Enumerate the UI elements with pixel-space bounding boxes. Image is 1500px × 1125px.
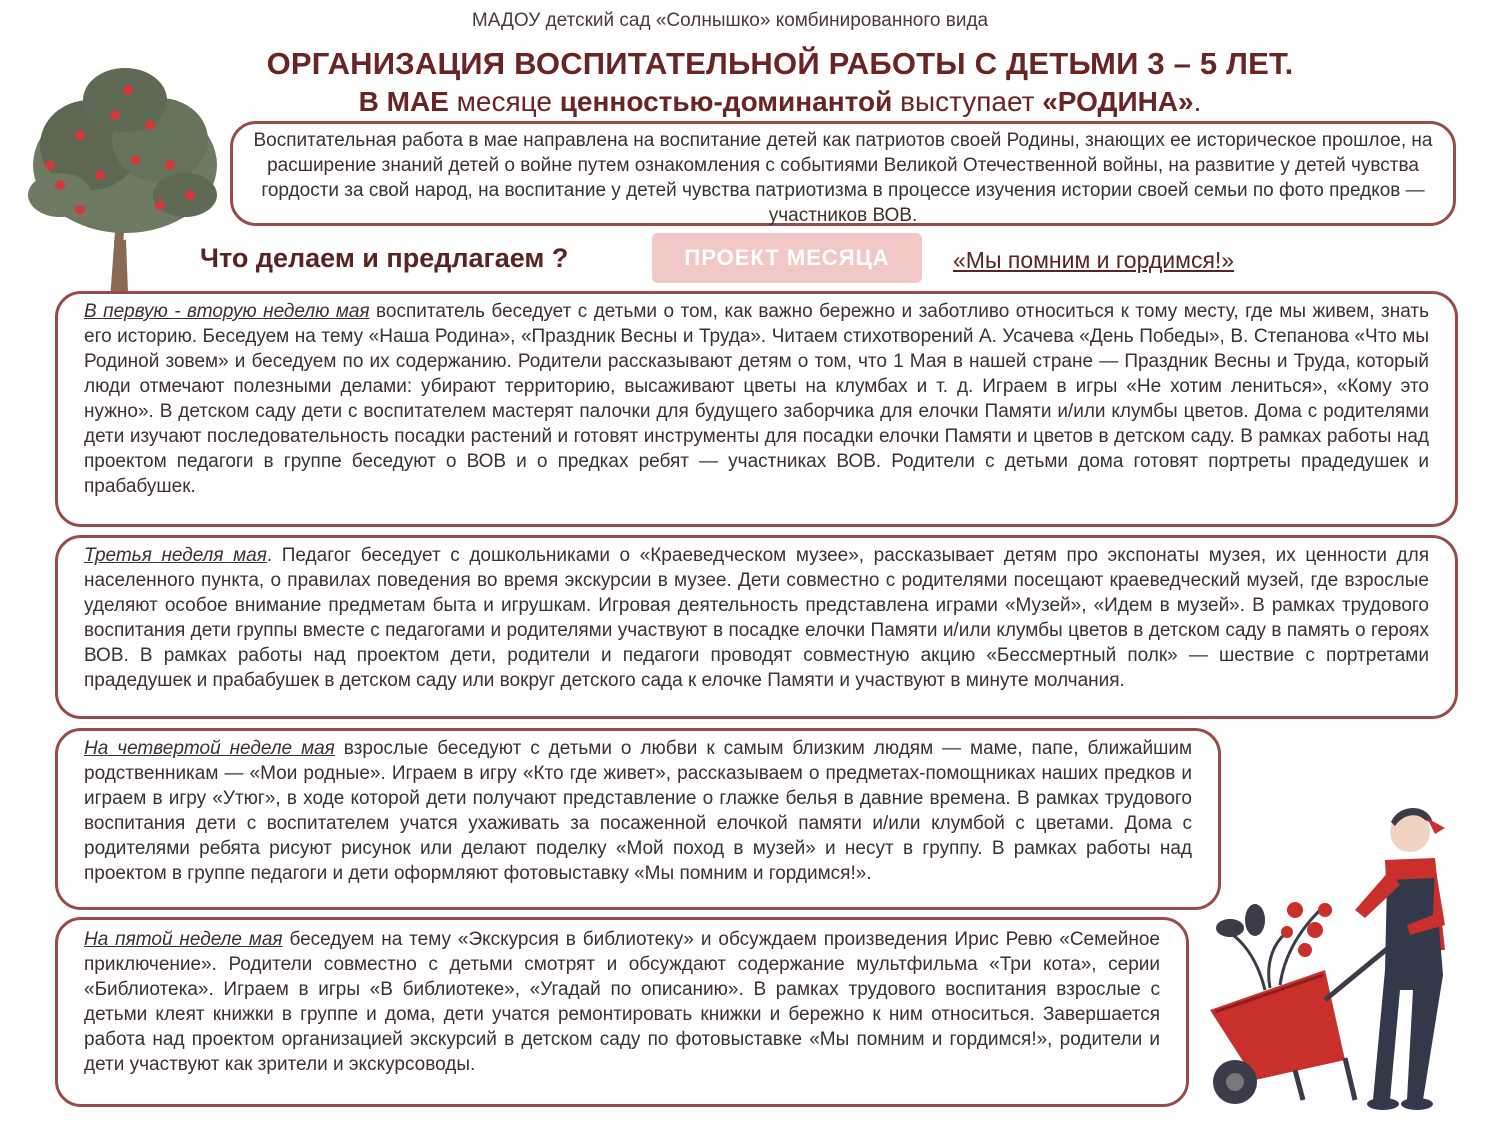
week-text: . Педагог беседует с дошкольниками о «Краеведческом музее», рассказывает детям про экспонаты музея, их ценности для населенного пункта, о правилах поведения во время экскурсии в музее. Дети совместно с родителями посещают краеведческий музей, где взрослые уделяют особое внимание предметам быта и игрушкам. Игровая деятельность представлена играми «Музей», «Идем в музей». В рамках трудового воспитания дети группы вместе с педагогами и родителями участвуют в посадке елочки Памяти и/или клумбы цветов в детском саду в память о героях ВОВ. В рамках работы над проектом дети, родители и педагоги проводят совместную акцию «Бессмертный полк» — шествие с портретами прадедушек и прабабушек в детском саду или вокруг детского сада к елочке Памяти и участвуют в минуте молчания. xyxy=(84,545,1430,691)
week-lead: На пятой неделе мая xyxy=(84,929,283,950)
week-lead: Третья неделя мая xyxy=(84,545,267,566)
subtitle-month: В МАЕ xyxy=(358,86,449,117)
page-subtitle xyxy=(0,86,1500,118)
subtitle-text-2: выступает xyxy=(892,86,1043,117)
gardener-illustration xyxy=(1195,800,1495,1120)
project-of-month-button[interactable]: ПРОЕКТ МЕСЯЦА xyxy=(652,233,922,283)
subtitle-value: «РОДИНА» xyxy=(1042,86,1194,117)
week-4-box xyxy=(55,728,1221,910)
week-text: воспитатель беседует с детьми о том, как важно бережно и заботливо относиться к тому месту, где мы живем, знать его историю. Беседуем на тему «Наша Родина», «Праздник Весны и Труда». Читаем стихотворений А. Усачева «День Победы», В. Степанова «Что мы Родиной зовем» и беседуем по их содержанию. Родители рассказывают детям о том, что 1 Мая в нашей стране — Праздник Весны и Труда, который люди отмечают полезными делами: убирают территорию, высаживают цветы на клумбах и т. д. Играем в игры «Не хотим лениться», «Кому это нужно». В детском саду дети с воспитателем мастерят палочки для будущего заборчика для елочки Памяти и/или клумбы цветов. Дома с родителями дети изучают последовательность посадки растений и готовят инструменты для посадки елочки Памяти и цветов в детском саду. В рамках работы над проектом педагоги в группе беседуют о ВОВ и о предках ребят — участниках ВОВ. Родители с детьми дома готовят портреты прадедушек и прабабушек. xyxy=(84,301,1429,497)
week-text: беседуем на тему «Экскурсия в библиотеку» и обсуждаем произведения Ирис Ревю «Семейное приключение». Родители совместно с детьми смотрят и обсуждают содержание мультфильма «Три кота», серии «Библиотека». Играем в игры «В библиотеке», «Угадай по описанию». В рамках трудового воспитания взрослые с детьми клеят книжки в группе и дома, дети учатся ремонтировать книжки и бережно к ним относиться. Завершается работа над проектом организацией экскурсий в детском саду по фотовыставке «Мы помним и гордимся!», родители и дети участвуют как зрители и экскурсоводы. xyxy=(84,929,1160,1075)
organization-name: МАДОУ детский сад «Солнышко» комбинированного вида xyxy=(471,10,989,31)
week-lead: В первую - вторую неделю мая xyxy=(84,301,370,322)
page-title: ОРГАНИЗАЦИЯ ВОСПИТАТЕЛЬНОЙ РАБОТЫ С ДЕТЬМИ 3 – 5 ЛЕТ. xyxy=(266,46,1294,81)
week-1-2-box xyxy=(55,291,1458,527)
section-heading: Что делаем и предлагаем ? xyxy=(200,243,569,273)
project-name-link[interactable]: «Мы помним и гордимся!» xyxy=(953,247,1235,273)
subtitle-period: . xyxy=(1193,86,1202,117)
week-text: взрослые беседуют с детьми о любви к самым близким людям — маме, папе, ближайшим родственникам — «Мои родные». Играем в игру «Кто где живет», рассказываем о предметах-помощниках наших предков и играем в игру «Утюг», в ходе которой дети получают представление о глажке белья в давние времена. В рамках трудового воспитания дети с воспитателем учатся ухаживать за посаженной елочкой памяти и/или клумбой с цветами. Дома с родителями ребята рисуют рисунок или делают поделку «Мой поход в музей» и несут в группу. В рамках работы над проектом в группе педагоги и дети оформляют фотовыставку «Мы помним и гордимся!». xyxy=(84,738,1193,884)
week-lead: На четвертой неделе мая xyxy=(84,738,335,759)
subtitle-dominant: ценностью-доминантой xyxy=(559,86,893,117)
week-3-box xyxy=(55,535,1458,719)
subtitle-text: месяце xyxy=(448,86,560,117)
intro-box: Воспитательная работа в мае направлена на воспитание детей как патриотов своей Родины, знающих ее историческое прошлое, на расширение знаний детей о войне путем ознакомления с событиями Великой Отечественной войны, на развитие у детей чувства гордости за свой народ, на воспитание у детей чувства патриотизма в процессе изучения истории своей семьи по фото предков — участников ВОВ. xyxy=(230,121,1456,226)
week-5-box xyxy=(55,917,1189,1107)
